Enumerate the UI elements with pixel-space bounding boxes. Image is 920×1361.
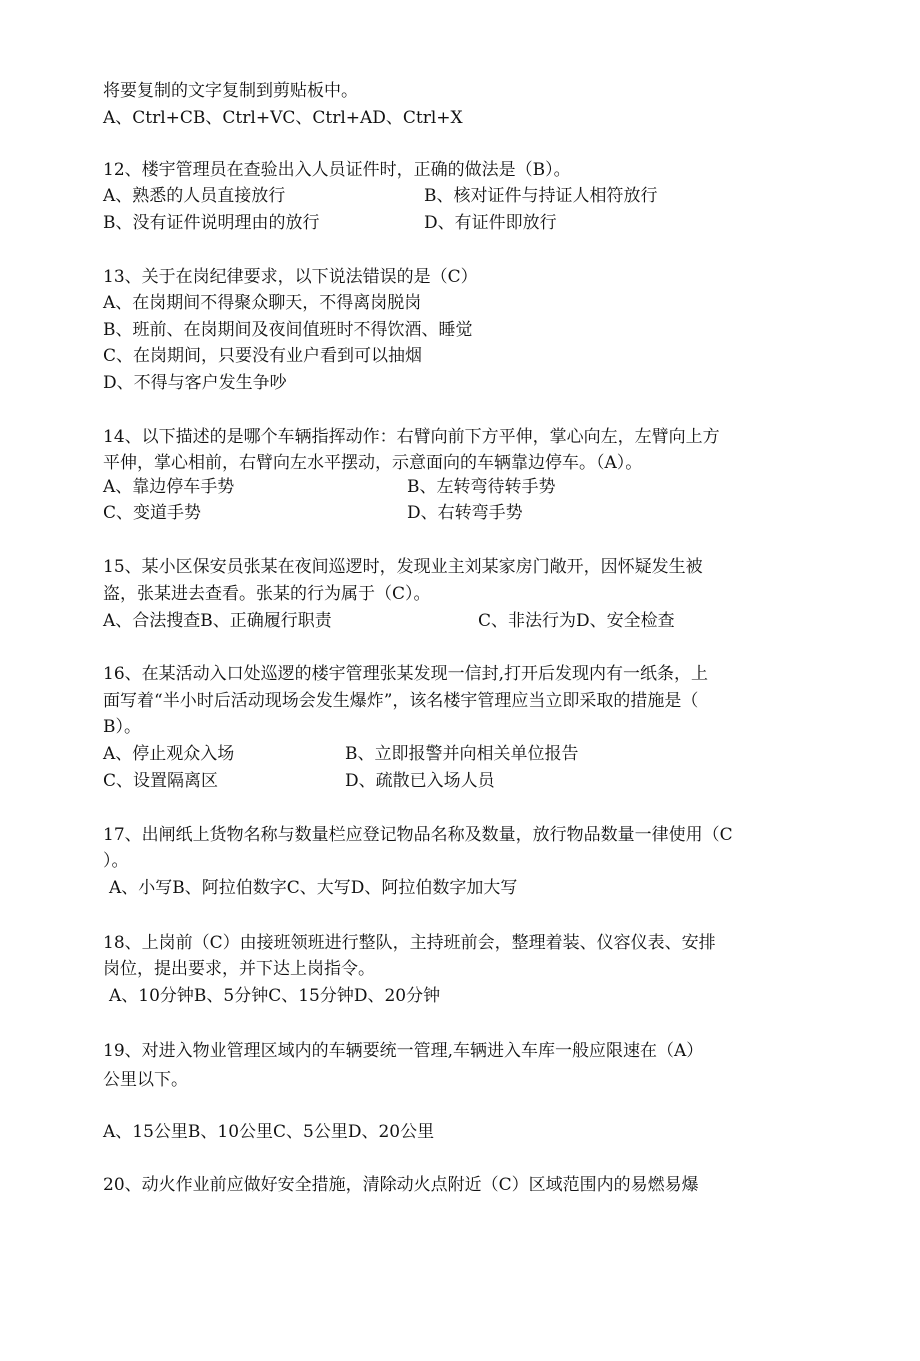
options-line: A、小写B、阿拉伯数字C、大写D、阿拉伯数字加大写 — [109, 878, 518, 898]
option-b: B、班前、在岗期间及夜间值班时不得饮酒、睡觉 — [103, 320, 473, 340]
option-d: D、有证件即放行 — [424, 213, 557, 233]
question-17-line-1: 17、出闸纸上货物名称与数量栏应登记物品名称及数量，放行物品数量一律使用（C — [103, 825, 733, 845]
question-16-line-3: B）。 — [103, 717, 141, 737]
option-c: C、设置隔离区 — [103, 771, 219, 791]
question-17-line-2: ）。 — [103, 851, 129, 871]
option-d: D、疏散已入场人员 — [345, 771, 495, 791]
option-cd: C、非法行为D、安全检查 — [478, 611, 675, 631]
option-ab: A、合法搜查B、正确履行职责 — [103, 611, 332, 631]
option-a: A、在岗期间不得聚众聊天，不得离岗脱岗 — [103, 293, 422, 313]
question-20-line-1: 20、动火作业前应做好安全措施，清除动火点附近（C）区域范围内的易燃易爆 — [103, 1175, 699, 1195]
option-d: D、右转弯手势 — [407, 503, 523, 523]
question-14-line-1: 14、以下描述的是哪个车辆指挥动作：右臂向前下方平伸，掌心向左，左臂向上方 — [103, 427, 720, 447]
question-19-line-1: 19、对进入物业管理区域内的车辆要统一管理,车辆进入车库一般应限速在（A） — [103, 1041, 704, 1061]
question-16-line-1: 16、在某活动入口处巡逻的楼宇管理张某发现一信封,打开后发现内有一纸条，上 — [103, 664, 709, 684]
text-line: 将要复制的文字复制到剪贴板中。 — [103, 81, 358, 101]
option-b: B、左转弯待转手势 — [407, 477, 556, 497]
option-b: B、立即报警并向相关单位报告 — [345, 744, 579, 764]
options-line: A、10分钟B、5分钟C、15分钟D、20分钟 — [109, 986, 441, 1006]
question-15-line-1: 15、某小区保安员张某在夜间巡逻时，发现业主刘某家房门敞开，因怀疑发生被 — [103, 557, 703, 577]
question-18-line-1: 18、上岗前（C）由接班领班进行整队，主持班前会，整理着装、仪容仪表、安排 — [103, 933, 716, 953]
option-c: B、没有证件说明理由的放行 — [103, 213, 320, 233]
question-12: 12、楼宇管理员在查验出入人员证件时，正确的做法是（B）。 — [103, 160, 571, 180]
option-a: A、停止观众入场 — [103, 744, 235, 764]
question-13: 13、关于在岗纪律要求，以下说法错误的是（C） — [103, 267, 478, 287]
option-d: D、不得与客户发生争吵 — [103, 373, 287, 393]
question-19-line-2: 公里以下。 — [103, 1070, 188, 1090]
question-18-line-2: 岗位，提出要求，并下达上岗指令。 — [103, 959, 375, 979]
option-c: C、变道手势 — [103, 503, 202, 523]
option-line: A、Ctrl+CB、Ctrl+VC、Ctrl+AD、Ctrl+X — [103, 108, 463, 128]
question-16-line-2: 面写着“半小时后活动现场会发生爆炸”，该名楼宇管理应当立即采取的措施是（ — [103, 691, 699, 711]
option-a: A、熟悉的人员直接放行 — [103, 186, 286, 206]
option-b: B、核对证件与持证人相符放行 — [424, 186, 658, 206]
option-a: A、靠边停车手势 — [103, 477, 235, 497]
options-line: A、15公里B、10公里C、5公里D、20公里 — [103, 1122, 435, 1142]
question-14-line-2: 平伸，掌心相前，右臂向左水平摆动，示意面向的车辆靠边停车。（A）。 — [103, 453, 643, 473]
option-c: C、在岗期间，只要没有业户看到可以抽烟 — [103, 346, 423, 366]
question-15-line-2: 盗，张某进去查看。张某的行为属于（C）。 — [103, 584, 431, 604]
